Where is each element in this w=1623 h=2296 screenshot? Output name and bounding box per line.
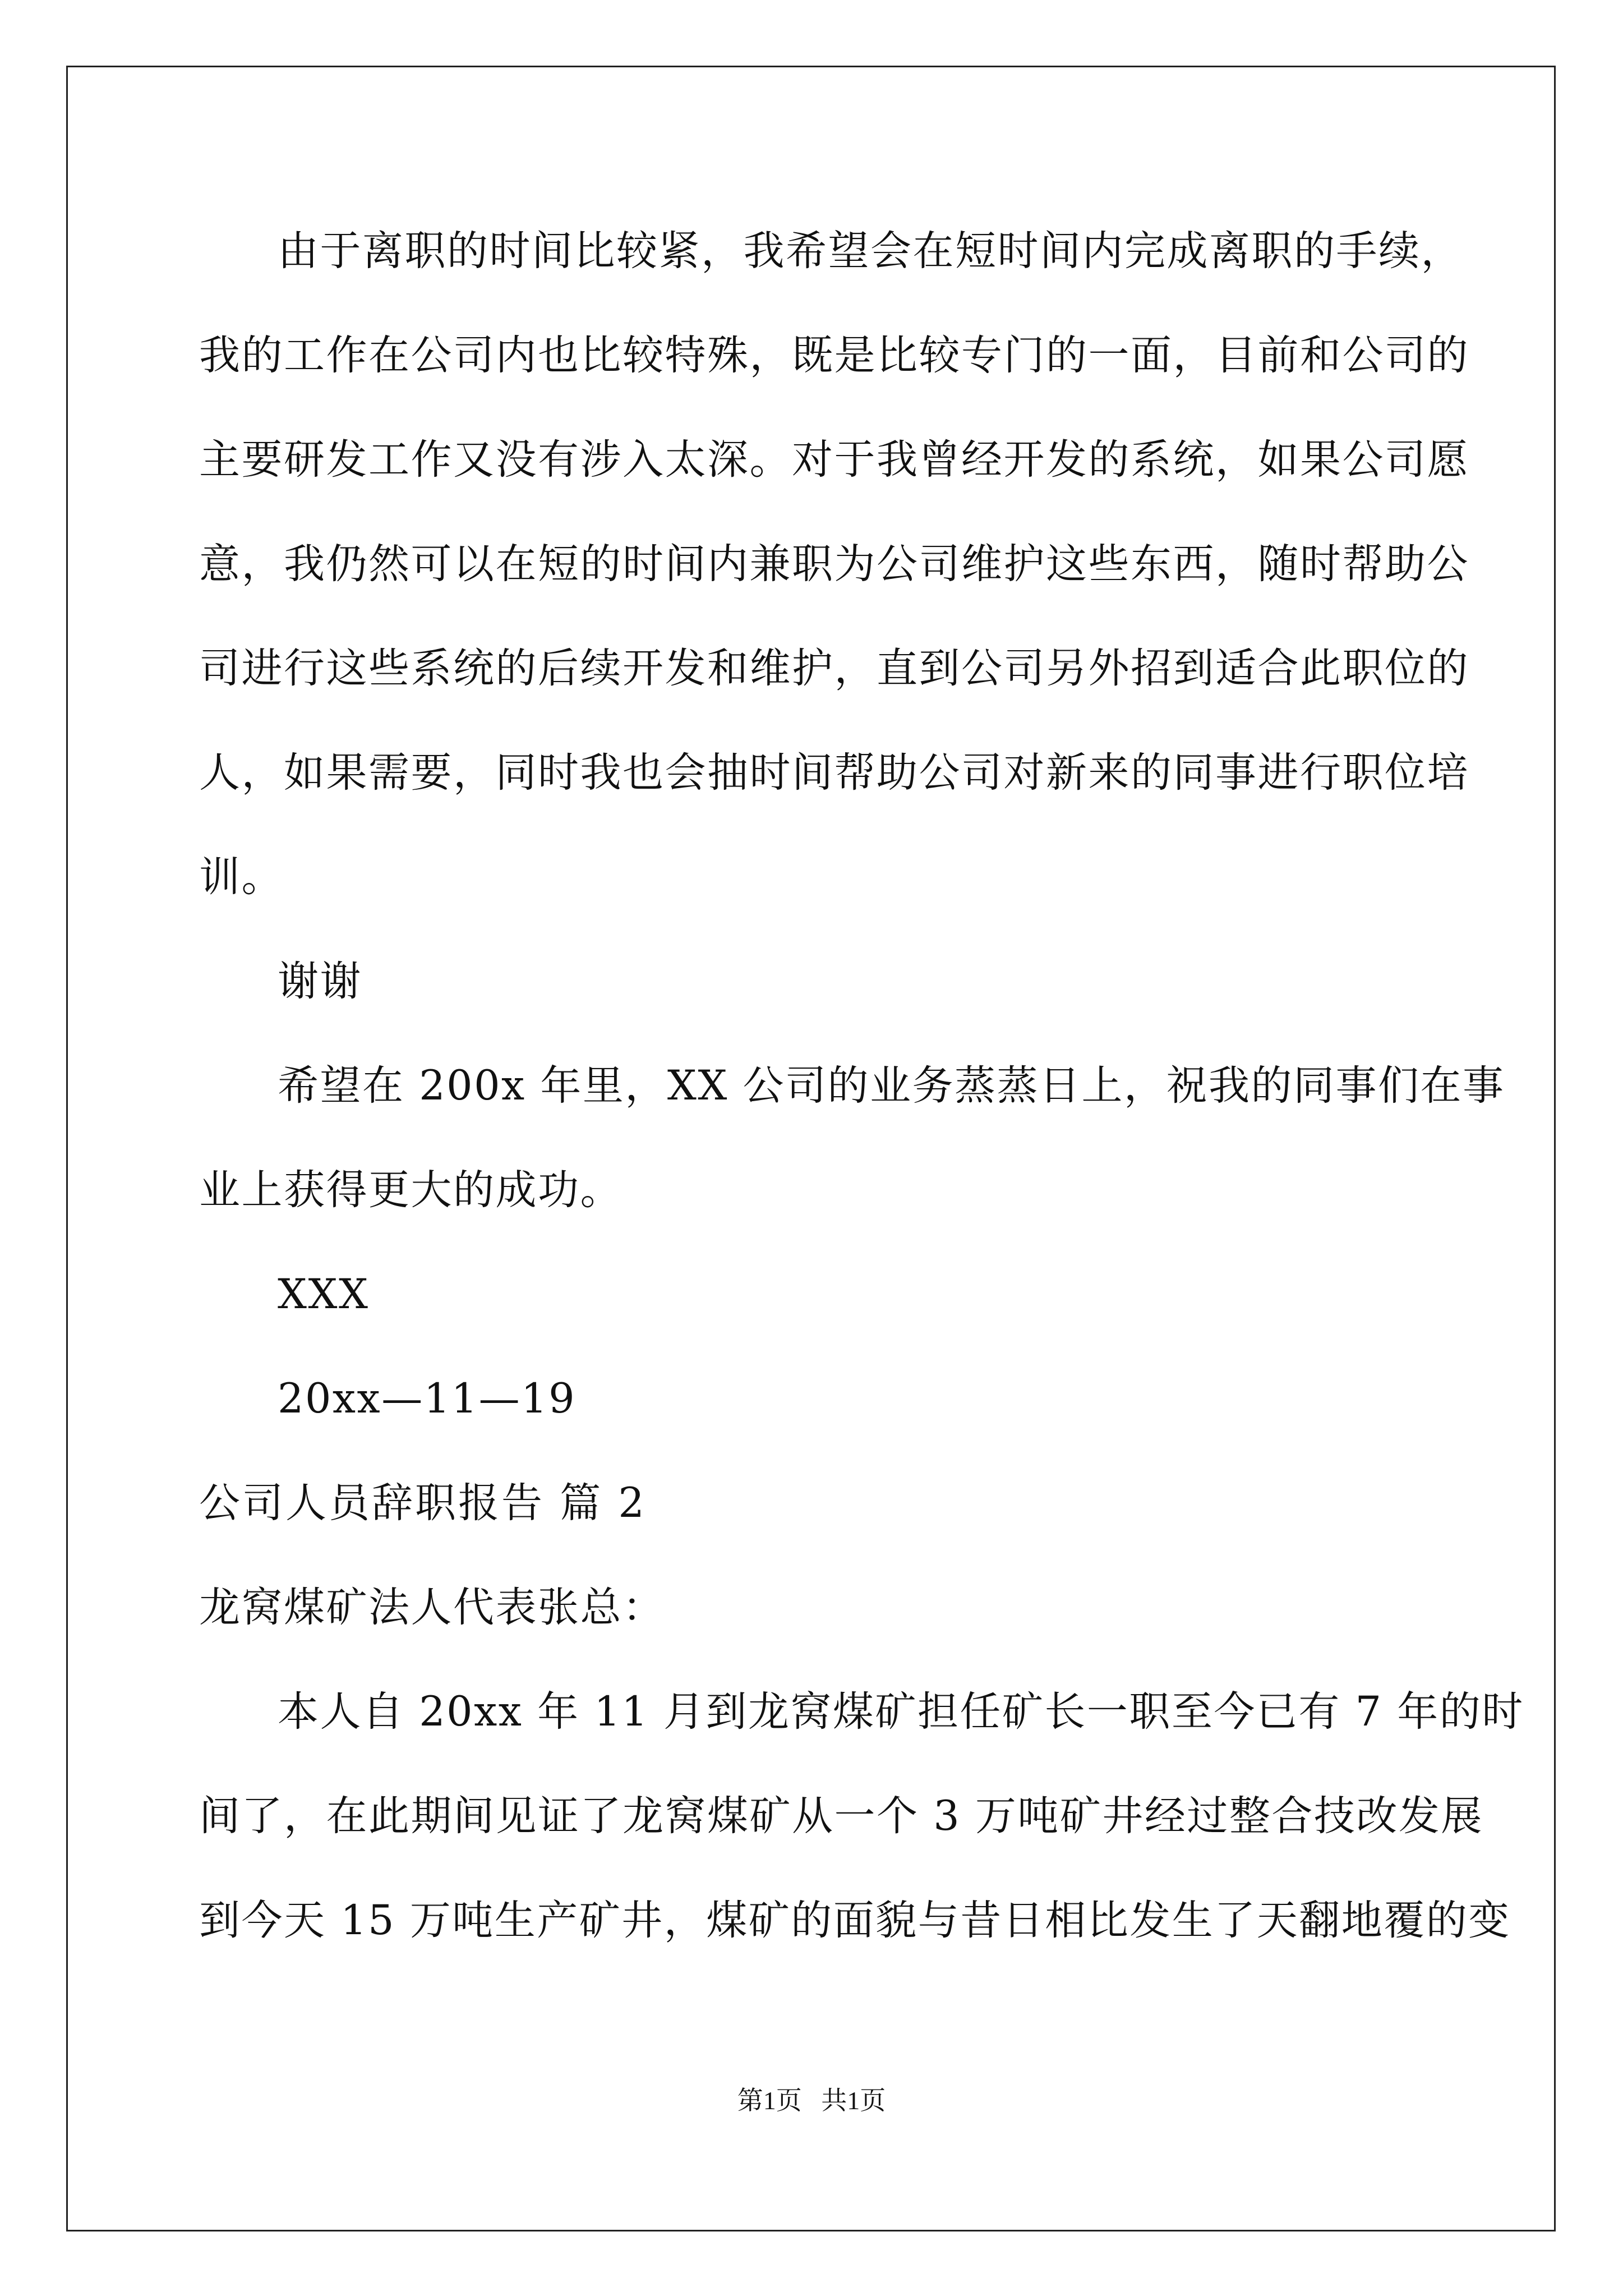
paragraph-line: 主要研发工作又没有涉入太深。对于我曾经开发的系统，如果公司愿 (199, 436, 1469, 484)
salutation: 龙窝煤矿法人代表张总： (199, 1584, 665, 1631)
closing-thanks: 谢谢 (278, 958, 362, 1005)
paragraph-line: 我的工作在公司内也比较特殊，既是比较专门的一面，目前和公司的 (199, 332, 1469, 379)
paragraph-line: 业上获得更大的成功。 (199, 1166, 623, 1214)
paragraph-line: 人，如果需要，同时我也会抽时间帮助公司对新来的同事进行职位培 (199, 749, 1469, 797)
signature-date: 20xx—11—19 (278, 1375, 577, 1423)
paragraph-line: 训。 (199, 853, 284, 901)
paragraph-line: 司进行这些系统的后续开发和维护，直到公司另外招到适合此职位的 (199, 645, 1469, 692)
paragraph-line: 希望在 200x 年里，XX 公司的业务蒸蒸日上，祝我的同事们在事 (278, 1062, 1505, 1110)
paragraph-line: 间了，在此期间见证了龙窝煤矿从一个 3 万吨矿井经过整合技改发展 (199, 1792, 1483, 1840)
paragraph-line: 到今天 15 万吨生产矿井，煤矿的面貌与昔日相比发生了天翻地覆的变 (199, 1897, 1511, 1944)
signature-name: XXX (278, 1271, 370, 1318)
page-number: 第1页 共1页 (737, 2086, 886, 2115)
paragraph-line: 由于离职的时间比较紧，我希望会在短时间内完成离职的手续， (278, 227, 1463, 275)
paragraph-line: 本人自 20xx 年 11 月到龙窝煤矿担任矿长一职至今已有 7 年的时 (278, 1688, 1524, 1736)
page-footer (0, 2084, 1623, 2118)
paragraph-line: 意，我仍然可以在短的时间内兼职为公司维护这些东西，随时帮助公 (199, 540, 1469, 588)
section-heading: 公司人员辞职报告 篇 2 (199, 1479, 647, 1527)
